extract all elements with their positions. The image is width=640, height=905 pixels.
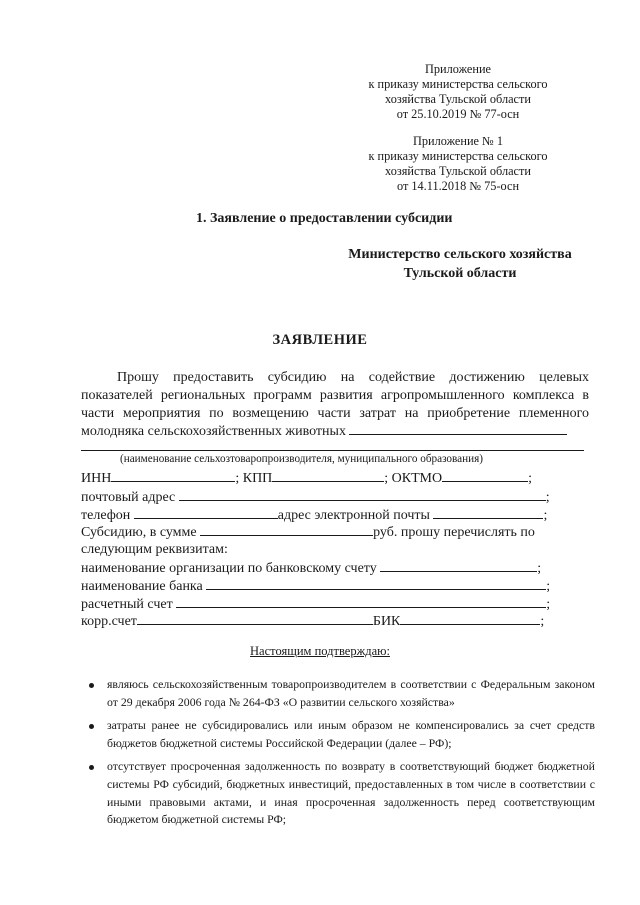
postal-address-label: почтовый адрес [81,490,176,505]
request-text: Прошу предоставить субсидию на содействие достижению целевых показателей региональных программ развития агропромышленного комплекса в части мероприятия по возмещению части затрат на приобретение племенного молодняка сельскохозяйственных животных [81,370,589,439]
bullet-icon [89,683,94,688]
contacts-row [81,506,547,524]
document-title: ЗАЯВЛЕНИЕ [272,332,368,348]
ministry-line: Министерство сельского хозяйства [348,247,572,262]
confirmation-list [89,676,595,835]
phone-field[interactable] [134,506,278,519]
list-item-text: являюсь сельскохозяйственным товаропроизводителем в соответствии с Федеральным законом от 29 декабря 2006 года № 264-ФЗ «О развитии сельского хозяйства» [107,677,595,709]
appendix-header-2 [358,134,558,194]
bullet-icon [89,765,94,770]
account-row [81,595,550,613]
kpp-label: ; КПП [235,471,273,486]
bullet-icon [89,724,94,729]
row-terminator: ; [543,508,548,523]
subsidy-amount-tail: руб. прошу перечислять по [373,525,535,540]
org-name-row [81,559,541,577]
corr-account-field[interactable] [137,612,373,625]
addressee-ministry [300,245,620,283]
org-name-field[interactable] [380,559,537,572]
appendix-1-line: от 25.10.2019 № 77-осн [396,107,520,121]
list-item [89,758,595,828]
corr-account-label: корр.счет [81,614,137,629]
requisites-label: следующим реквизитам: [81,542,228,557]
appendix-2-line: хозяйства Тульской области [385,164,531,178]
row-terminator: ; [545,490,550,505]
request-paragraph [81,369,589,441]
oktmo-field[interactable] [442,469,528,482]
bank-name-label: наименование банка [81,579,203,594]
section-title: 1. Заявление о предоставлении субсидии [196,211,453,226]
ministry-line: Тульской области [403,266,517,281]
applicant-name-caption: (наименование сельхозтоваропроизводителя, муниципального образования) [120,453,483,465]
account-field[interactable] [176,595,546,608]
inn-field[interactable] [111,469,235,482]
kpp-field[interactable] [272,469,384,482]
bik-field[interactable] [400,612,540,625]
appendix-2-line: от 14.11.2018 № 75-осн [396,179,520,193]
list-item [89,676,595,711]
applicant-name-field-line-2[interactable] [81,450,584,451]
oktmo-label: ; ОКТМО [384,471,443,486]
org-name-label: наименование организации по банковскому счету [81,561,377,576]
appendix-2-line: Приложение № 1 [412,134,504,148]
appendix-header-1 [358,62,558,122]
row-terminator: ; [528,471,532,486]
row-terminator: ; [546,597,551,612]
appendix-2-line: к приказу министерства сельского [368,149,548,163]
email-field[interactable] [433,506,543,519]
email-label: адрес электронной почты [277,508,430,523]
list-item-text: затраты ранее не субсидировались или иным образом не компенсировались за счет средств бюджетов бюджетной системы Российской Федерации (далее – РФ); [107,718,595,750]
phone-label: телефон [81,508,131,523]
appendix-1-line: Приложение [425,62,491,76]
bank-name-field[interactable] [206,577,546,590]
inn-label: ИНН [81,471,112,486]
subsidy-amount-row [81,523,535,541]
account-label: расчетный счет [81,597,173,612]
requisites-row [81,541,228,559]
tax-ids-row [81,469,532,487]
subsidy-amount-field[interactable] [200,523,373,536]
applicant-name-field[interactable] [349,423,567,435]
row-terminator: ; [537,561,542,576]
bank-name-row [81,577,550,595]
corr-bik-row [81,612,544,630]
list-item-text: отсутствует просроченная задолженность по возврату в соответствующий бюджет бюджетной системы РФ субсидий, бюджетных инвестиций, предоставленных в том числе в соответствии с иными правовыми актами, и иная просроченная задолженность перед соответствующим бюджетом бюджетной системы РФ; [107,759,595,827]
subsidy-amount-label: Субсидию, в сумме [81,525,197,540]
row-terminator: ; [540,614,545,629]
row-terminator: ; [546,579,551,594]
list-item [89,717,595,752]
appendix-1-line: хозяйства Тульской области [385,92,531,106]
postal-address-row [81,488,550,506]
appendix-1-line: к приказу министерства сельского [368,77,548,91]
postal-address-field[interactable] [179,488,546,501]
confirmation-heading: Настоящим подтверждаю: [250,644,390,658]
bik-label: БИК [372,614,401,629]
